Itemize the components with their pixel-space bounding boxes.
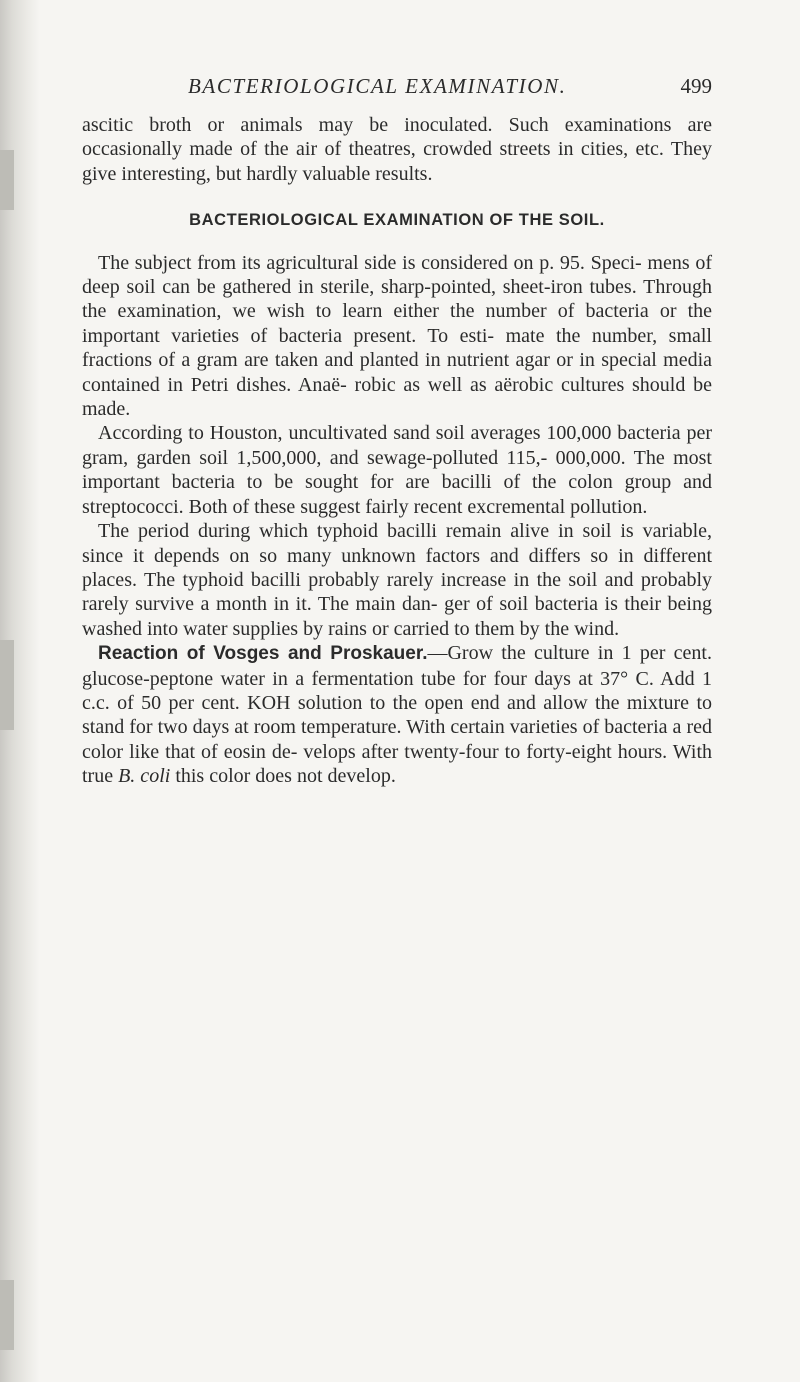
page-body [82, 113, 712, 789]
paragraph-houston-counts: According to Houston, uncultivated sand soil averages 100,000 bacteria per gram, garden soil 1,500,000, and sewage-polluted 115,- 000,000. The most important bacteria to be sought for are bacilli of the colon group and streptococci. Both of these suggest fairly recent excremental pollution. [82, 422, 712, 518]
gutter-mark [0, 640, 14, 730]
section-heading: BACTERIOLOGICAL EXAMINATION OF THE SOIL. [189, 211, 605, 230]
paragraph-text-end: this color does not develop. [170, 765, 396, 788]
running-head: BACTERIOLOGICAL EXAMINATION. [188, 74, 567, 98]
gutter-mark [0, 1280, 14, 1350]
paragraph-continuation: ascitic broth or animals may be inoculated. Such examinations are occasionally made of the air of theatres, crowded streets in cities, etc. They give interesting, but hardly valuable results. [82, 114, 712, 185]
species-name: B. coli [118, 765, 171, 788]
paragraph-vosges-proskauer [82, 641, 712, 788]
page-number: 499 [680, 74, 712, 98]
gutter-mark [0, 150, 14, 210]
run-in-heading: Reaction of Vosges and Proskauer. [98, 643, 428, 665]
paragraph-typhoid-survival: The period during which typhoid bacilli remain alive in soil is variable, since it depends on so many unknown factors and differs so in different places. The typhoid bacilli probably rarely increase in the soil and probably rarely survive a month in it. The main dan- ger of soil bacteria is their being washed into water supplies by rains or carried to them by the wind. [82, 520, 712, 640]
page-header [188, 74, 712, 104]
paragraph-soil-specimens: The subject from its agricultural side is considered on p. 95. Speci- mens of deep soil can be gathered in sterile, sharp-pointed, sheet-iron tubes. Through the examination, we wish to learn either the number of bacteria or the important varieties of bacteria present. To esti- mate the number, small fractions of a gram are taken and planted in nutrient agar or in special media contained in Petri dishes. Anaë- robic as well as aërobic cultures should be made. [82, 251, 712, 421]
paragraph-text: —Grow the culture in 1 per cent. glucose-peptone water in a fermentation tube for four days at 37° C. Add 1 c.c. of 50 per cent. KOH solution to the open end and allow the mixture to stand for two days at room temperature. With certain varieties of bacteria a red color like that of eosin de- velops after twenty-four to forty-eight hours. With true [82, 642, 712, 788]
